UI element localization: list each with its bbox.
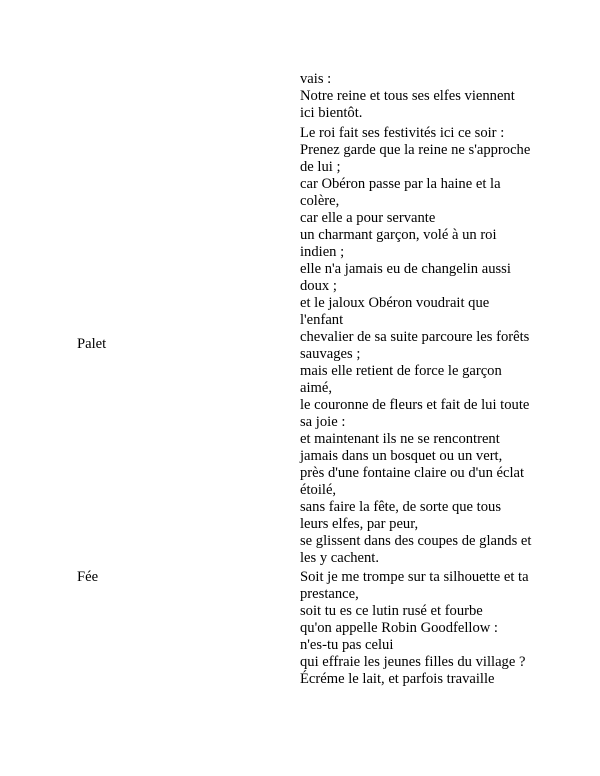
verse-line: et maintenant ils ne se rencontrent jamais dans un bosquet ou un vert,	[300, 431, 503, 464]
verse-line: n'es-tu pas celui	[300, 637, 394, 653]
verse-line: chevalier de sa suite parcoure les forêts sauvages ;	[300, 329, 530, 362]
verse-line: vais :	[300, 71, 332, 87]
verse-line: mais elle retient de force le garçon aimé,	[300, 363, 502, 396]
verse-line: Notre reine et tous ses elfes viennent ici bientôt.	[300, 88, 515, 121]
verse-line: Soit je me trompe sur ta silhouette et ta prestance,	[300, 569, 529, 602]
verse-line: Écréme le lait, et parfois travaille	[300, 671, 495, 687]
dialogue-block-palet	[300, 71, 532, 567]
verse-line: et le jaloux Obéron voudrait que l'enfant	[300, 295, 490, 328]
speaker-name-palet: Palet	[77, 336, 107, 352]
verse-line: qui effraie les jeunes filles du village ?	[300, 654, 526, 670]
verse-line: Prenez garde que la reine ne s'approche de lui ;	[300, 142, 531, 175]
verse-line: se glissent dans des coupes de glands et les y cachent.	[300, 533, 532, 566]
verse-line: elle n'a jamais eu de changelin aussi doux ;	[300, 261, 511, 294]
verse-line: car elle a pour servante	[300, 210, 436, 226]
verse-line: soit tu es ce lutin rusé et fourbe	[300, 603, 483, 619]
verse-line: le couronne de fleurs et fait de lui toute sa joie :	[300, 397, 530, 430]
verse-line: qu'on appelle Robin Goodfellow :	[300, 620, 498, 636]
verse-line: sans faire la fête, de sorte que tous leurs elfes, par peur,	[300, 499, 501, 532]
verse-line: Le roi fait ses festivités ici ce soir :	[300, 125, 505, 141]
verse-line: près d'une fontaine claire ou d'un éclat étoilé,	[300, 465, 525, 498]
verse-line: un charmant garçon, volé à un roi indien ;	[300, 227, 497, 260]
verse-line: car Obéron passe par la haine et la colère,	[300, 176, 501, 209]
speaker-name-fee: Fée	[77, 569, 99, 585]
dialogue-block-fee	[300, 569, 532, 688]
